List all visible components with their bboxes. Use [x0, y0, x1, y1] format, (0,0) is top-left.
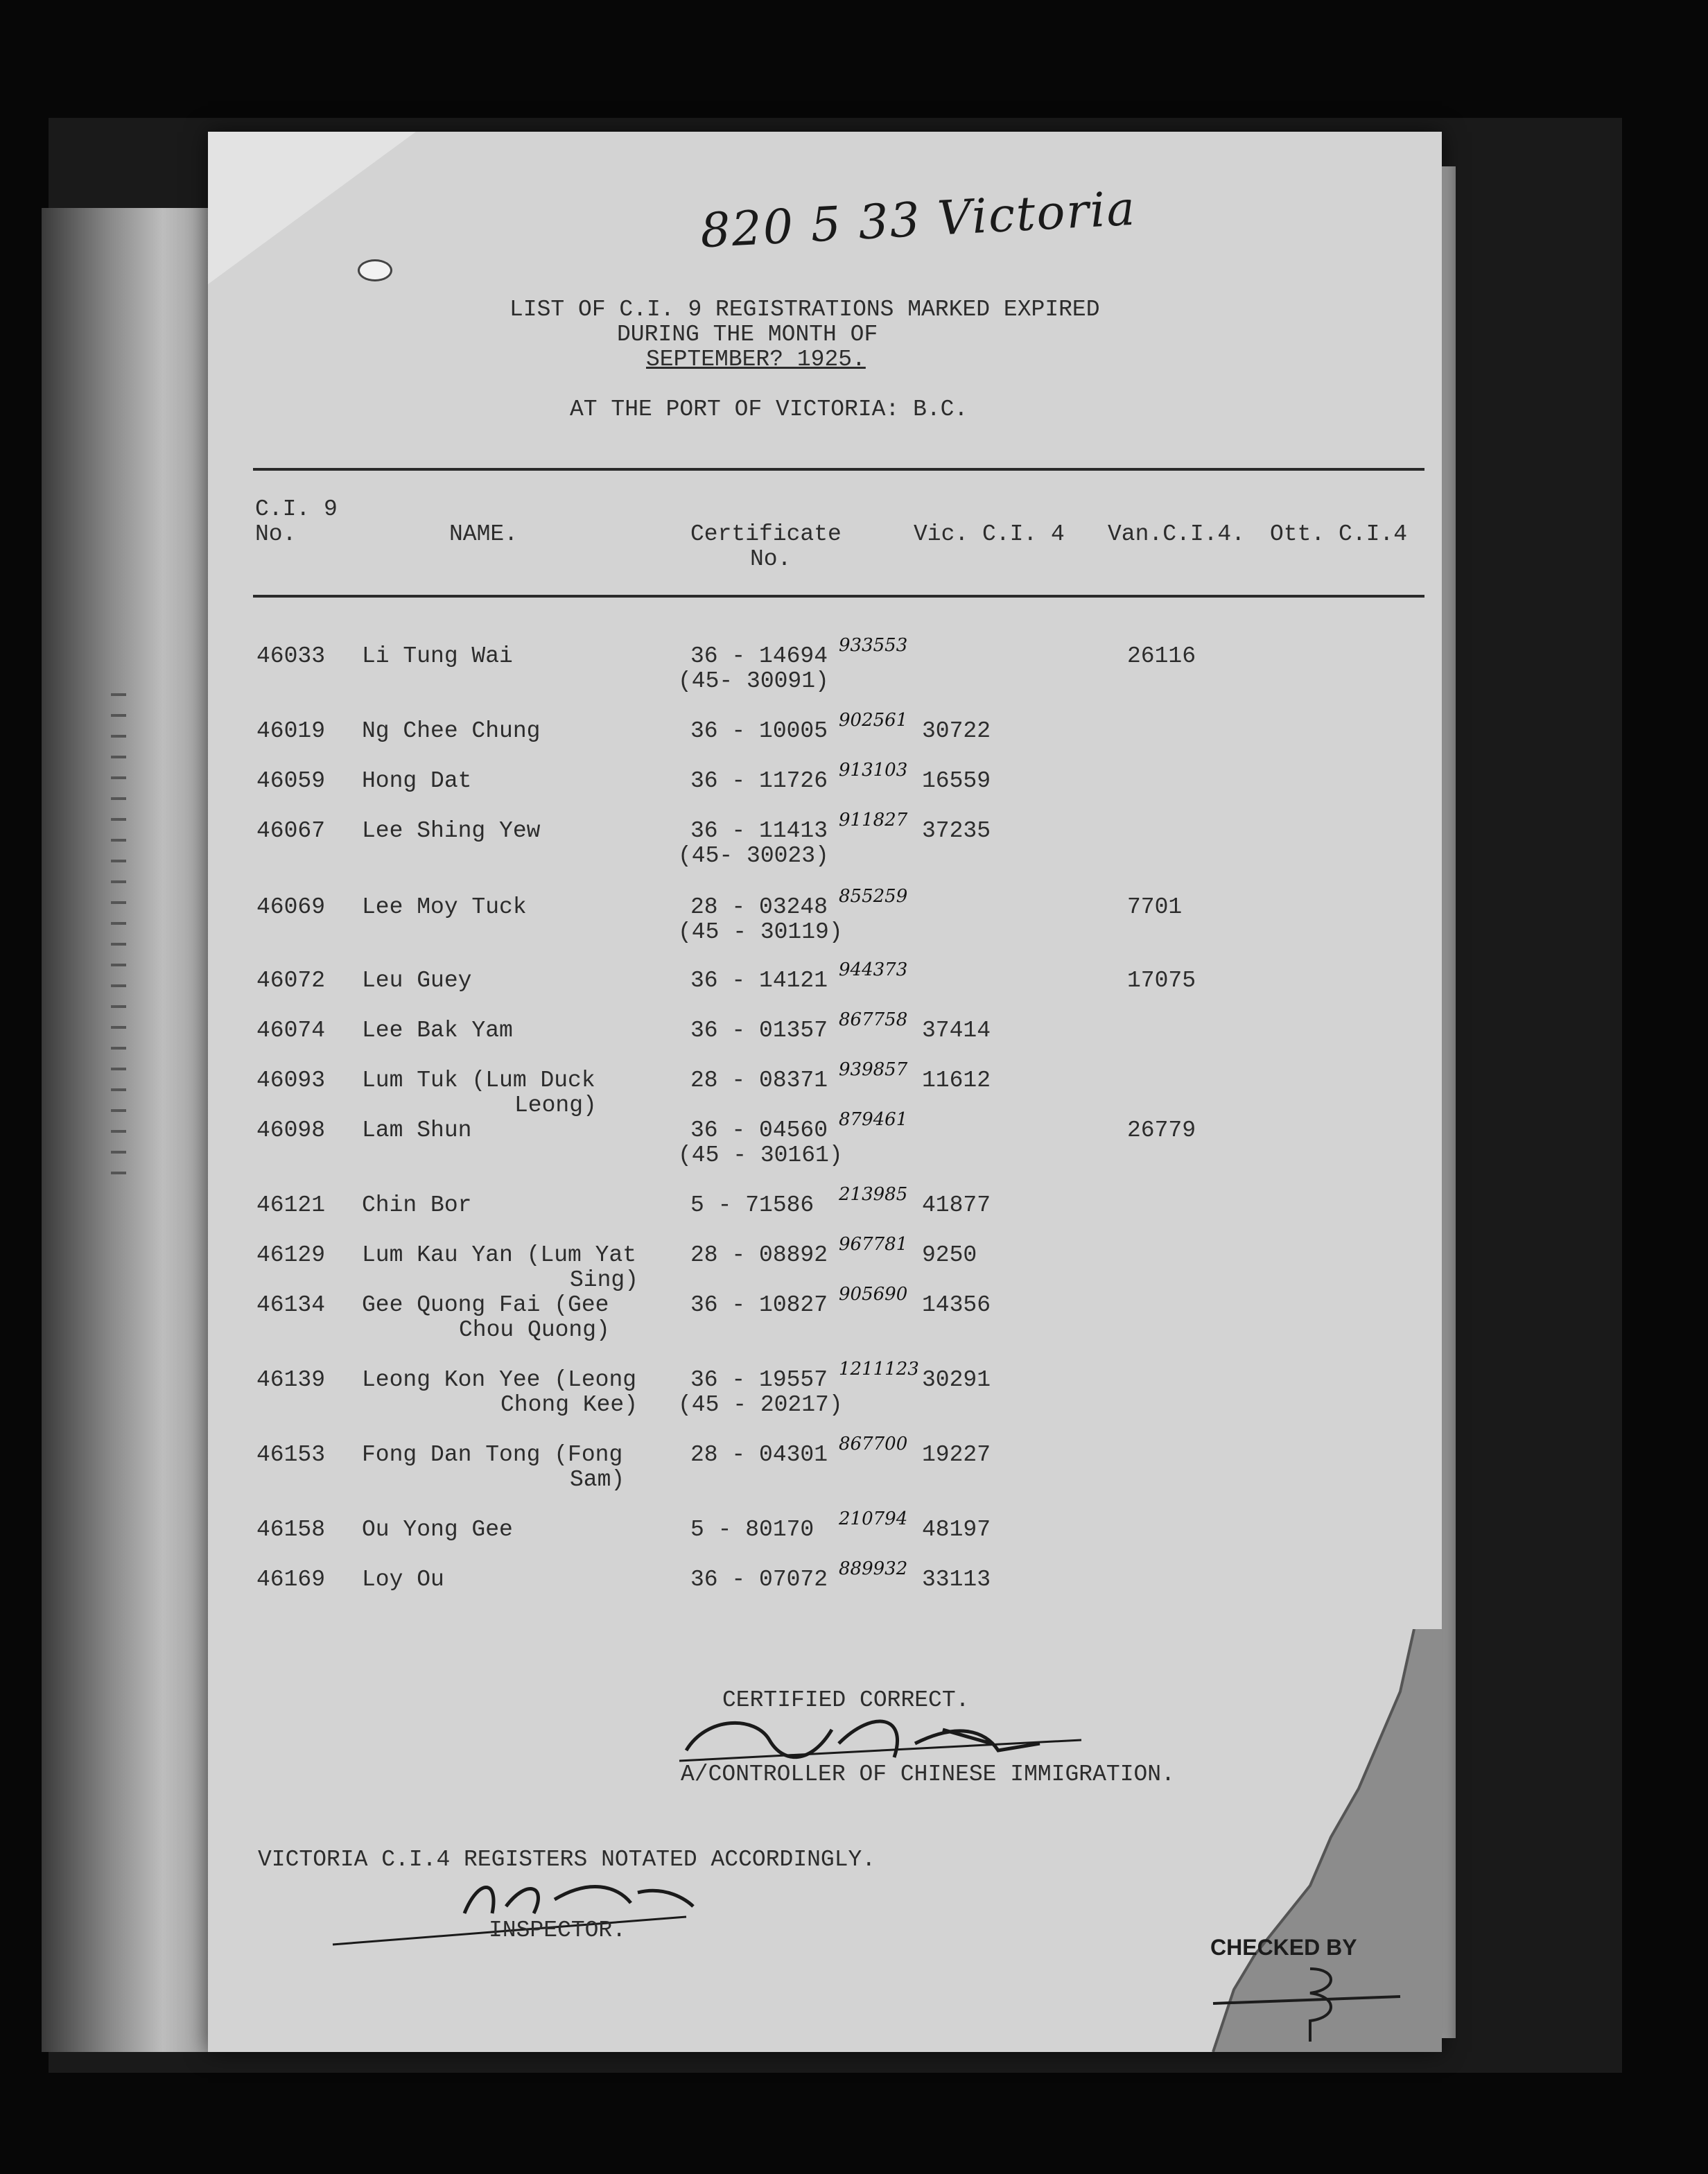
row-ci9-number: 46072: [256, 968, 326, 993]
title-line-2: DURING THE MONTH OF: [617, 322, 878, 347]
row-certificate: 28 - 08371: [690, 1068, 828, 1093]
row-van-ci4: 7701: [1127, 894, 1183, 920]
row-vic-ci4: 48197: [922, 1517, 991, 1542]
row-vic-ci4: 9250: [922, 1242, 977, 1268]
row-vic-ci4: 30722: [922, 718, 991, 744]
row-handwritten-number: 867700: [839, 1434, 908, 1454]
row-ci9-number: 46169: [256, 1567, 326, 1592]
row-handwritten-number: 967781: [839, 1234, 908, 1255]
row-handwritten-number: 210794: [839, 1508, 908, 1529]
notated-line: VICTORIA C.I.4 REGISTERS NOTATED ACCORDINGLY.: [258, 1847, 876, 1872]
row-name: Leong Kon Yee (Leong: [362, 1367, 637, 1393]
row-name: Hong Dat: [362, 768, 472, 794]
row-vic-ci4: 30291: [922, 1367, 991, 1393]
row-handwritten-number: 213985: [839, 1184, 908, 1205]
row-name: Lee Shing Yew: [362, 818, 541, 844]
row-name-continued: Chong Kee): [500, 1392, 638, 1418]
controller-signature: [665, 1702, 1095, 1771]
row-name: Lam Shun: [362, 1118, 472, 1143]
row-name: Ng Chee Chung: [362, 718, 541, 744]
row-handwritten-number: 911827: [839, 810, 908, 831]
row-handwritten-number: 944373: [839, 959, 908, 980]
row-handwritten-number: 933553: [839, 635, 908, 656]
row-certificate: 5 - 71586: [690, 1192, 814, 1218]
row-ci9-number: 46033: [256, 643, 326, 669]
col-name: NAME.: [449, 521, 518, 547]
row-name: Gee Quong Fai (Gee: [362, 1292, 609, 1318]
row-ci9-number: 46158: [256, 1517, 326, 1542]
controller-title: A/CONTROLLER OF CHINESE IMMIGRATION.: [681, 1762, 1175, 1787]
row-certificate: 36 - 14694: [690, 643, 828, 669]
handwritten-file-ref: 820 5 33 Victoria: [699, 181, 1138, 259]
row-name-continued: Chou Quong): [459, 1317, 610, 1343]
row-certificate-alt: (45 - 20217): [678, 1392, 843, 1418]
row-handwritten-number: 879461: [839, 1109, 908, 1130]
row-name: Lum Kau Yan (Lum Yat: [362, 1242, 637, 1268]
row-vic-ci4: 19227: [922, 1442, 991, 1468]
row-certificate: 36 - 01357: [690, 1018, 828, 1043]
row-ci9-number: 46074: [256, 1018, 326, 1043]
row-ci9-number: 46121: [256, 1192, 326, 1218]
row-ci9-number: 46069: [256, 894, 326, 920]
row-handwritten-number: 889932: [839, 1558, 908, 1579]
row-ci9-number: 46093: [256, 1068, 326, 1093]
checked-by-initials: [1206, 1962, 1407, 2045]
row-handwritten-number: 1211123: [839, 1359, 919, 1380]
row-ci9-number: 46134: [256, 1292, 326, 1318]
row-handwritten-number: 939857: [839, 1059, 908, 1080]
row-ci9-number: 46139: [256, 1367, 326, 1393]
row-certificate: 28 - 04301: [690, 1442, 828, 1468]
header-rule-top: [253, 468, 1424, 471]
row-vic-ci4: 37414: [922, 1018, 991, 1043]
row-ci9-number: 46153: [256, 1442, 326, 1468]
row-name-continued: Sing): [570, 1267, 639, 1293]
row-vic-ci4: 41877: [922, 1192, 991, 1218]
row-name-continued: Sam): [570, 1467, 625, 1493]
row-name: Lee Moy Tuck: [362, 894, 527, 920]
row-certificate: 28 - 03248: [690, 894, 828, 920]
row-vic-ci4: 11612: [922, 1068, 991, 1093]
port-line: AT THE PORT OF VICTORIA: B.C.: [570, 397, 968, 422]
col-cert-bottom: No.: [750, 546, 792, 572]
col-van: Van.C.I.4.: [1108, 521, 1246, 547]
certified-correct: CERTIFIED CORRECT.: [722, 1687, 970, 1713]
col-ott: Ott. C.I.4: [1270, 521, 1408, 547]
row-name: Li Tung Wai: [362, 643, 513, 669]
row-ci9-number: 46059: [256, 768, 326, 794]
punch-hole: [358, 259, 392, 281]
row-ci9-number: 46129: [256, 1242, 326, 1268]
row-name: Ou Yong Gee: [362, 1517, 513, 1542]
row-handwritten-number: 905690: [839, 1284, 908, 1305]
row-certificate: 5 - 80170: [690, 1517, 814, 1542]
row-certificate: 28 - 08892: [690, 1242, 828, 1268]
row-certificate: 36 - 10827: [690, 1292, 828, 1318]
col-ci9-bottom: No.: [255, 521, 297, 547]
row-ci9-number: 46019: [256, 718, 326, 744]
row-handwritten-number: 855259: [839, 886, 908, 907]
row-certificate: 36 - 10005: [690, 718, 828, 744]
row-certificate: 36 - 07072: [690, 1567, 828, 1592]
col-vic: Vic. C.I. 4: [914, 521, 1065, 547]
row-name: Chin Bor: [362, 1192, 472, 1218]
col-cert-top: Certificate: [690, 521, 842, 547]
row-name: Leu Guey: [362, 968, 472, 993]
row-vic-ci4: 16559: [922, 768, 991, 794]
row-vic-ci4: 37235: [922, 818, 991, 844]
checked-by-stamp: CHECKED BY: [1210, 1935, 1357, 1960]
title-line-3: SEPTEMBER? 1925.: [646, 347, 866, 372]
row-certificate: 36 - 11726: [690, 768, 828, 794]
row-name-continued: Leong): [514, 1093, 597, 1118]
row-handwritten-number: 902561: [839, 710, 908, 731]
row-van-ci4: 26779: [1127, 1118, 1196, 1143]
row-certificate: 36 - 19557: [690, 1367, 828, 1393]
row-name: Fong Dan Tong (Fong: [362, 1442, 623, 1468]
inspector-title: INSPECTOR.: [489, 1918, 627, 1943]
row-vic-ci4: 14356: [922, 1292, 991, 1318]
row-name: Loy Ou: [362, 1567, 444, 1592]
row-certificate: 36 - 14121: [690, 968, 828, 993]
row-handwritten-number: 867758: [839, 1009, 908, 1030]
row-ci9-number: 46067: [256, 818, 326, 844]
row-handwritten-number: 913103: [839, 760, 908, 781]
row-vic-ci4: 33113: [922, 1567, 991, 1592]
header-rule-bottom: [253, 595, 1424, 598]
row-certificate-alt: (45 - 30161): [678, 1142, 843, 1168]
title-line-1: LIST OF C.I. 9 REGISTRATIONS MARKED EXPIRED: [509, 297, 1100, 322]
row-certificate: 36 - 11413: [690, 818, 828, 844]
row-name: Lum Tuk (Lum Duck: [362, 1068, 595, 1093]
row-ci9-number: 46098: [256, 1118, 326, 1143]
col-ci9-top: C.I. 9: [255, 496, 338, 522]
row-certificate-alt: (45- 30091): [678, 668, 829, 694]
row-certificate-alt: (45- 30023): [678, 843, 829, 869]
row-van-ci4: 17075: [1127, 968, 1196, 993]
row-certificate: 36 - 04560: [690, 1118, 828, 1143]
row-name: Lee Bak Yam: [362, 1018, 513, 1043]
row-certificate-alt: (45 - 30119): [678, 919, 843, 945]
underlying-sheets: [42, 208, 215, 2052]
row-van-ci4: 26116: [1127, 643, 1196, 669]
